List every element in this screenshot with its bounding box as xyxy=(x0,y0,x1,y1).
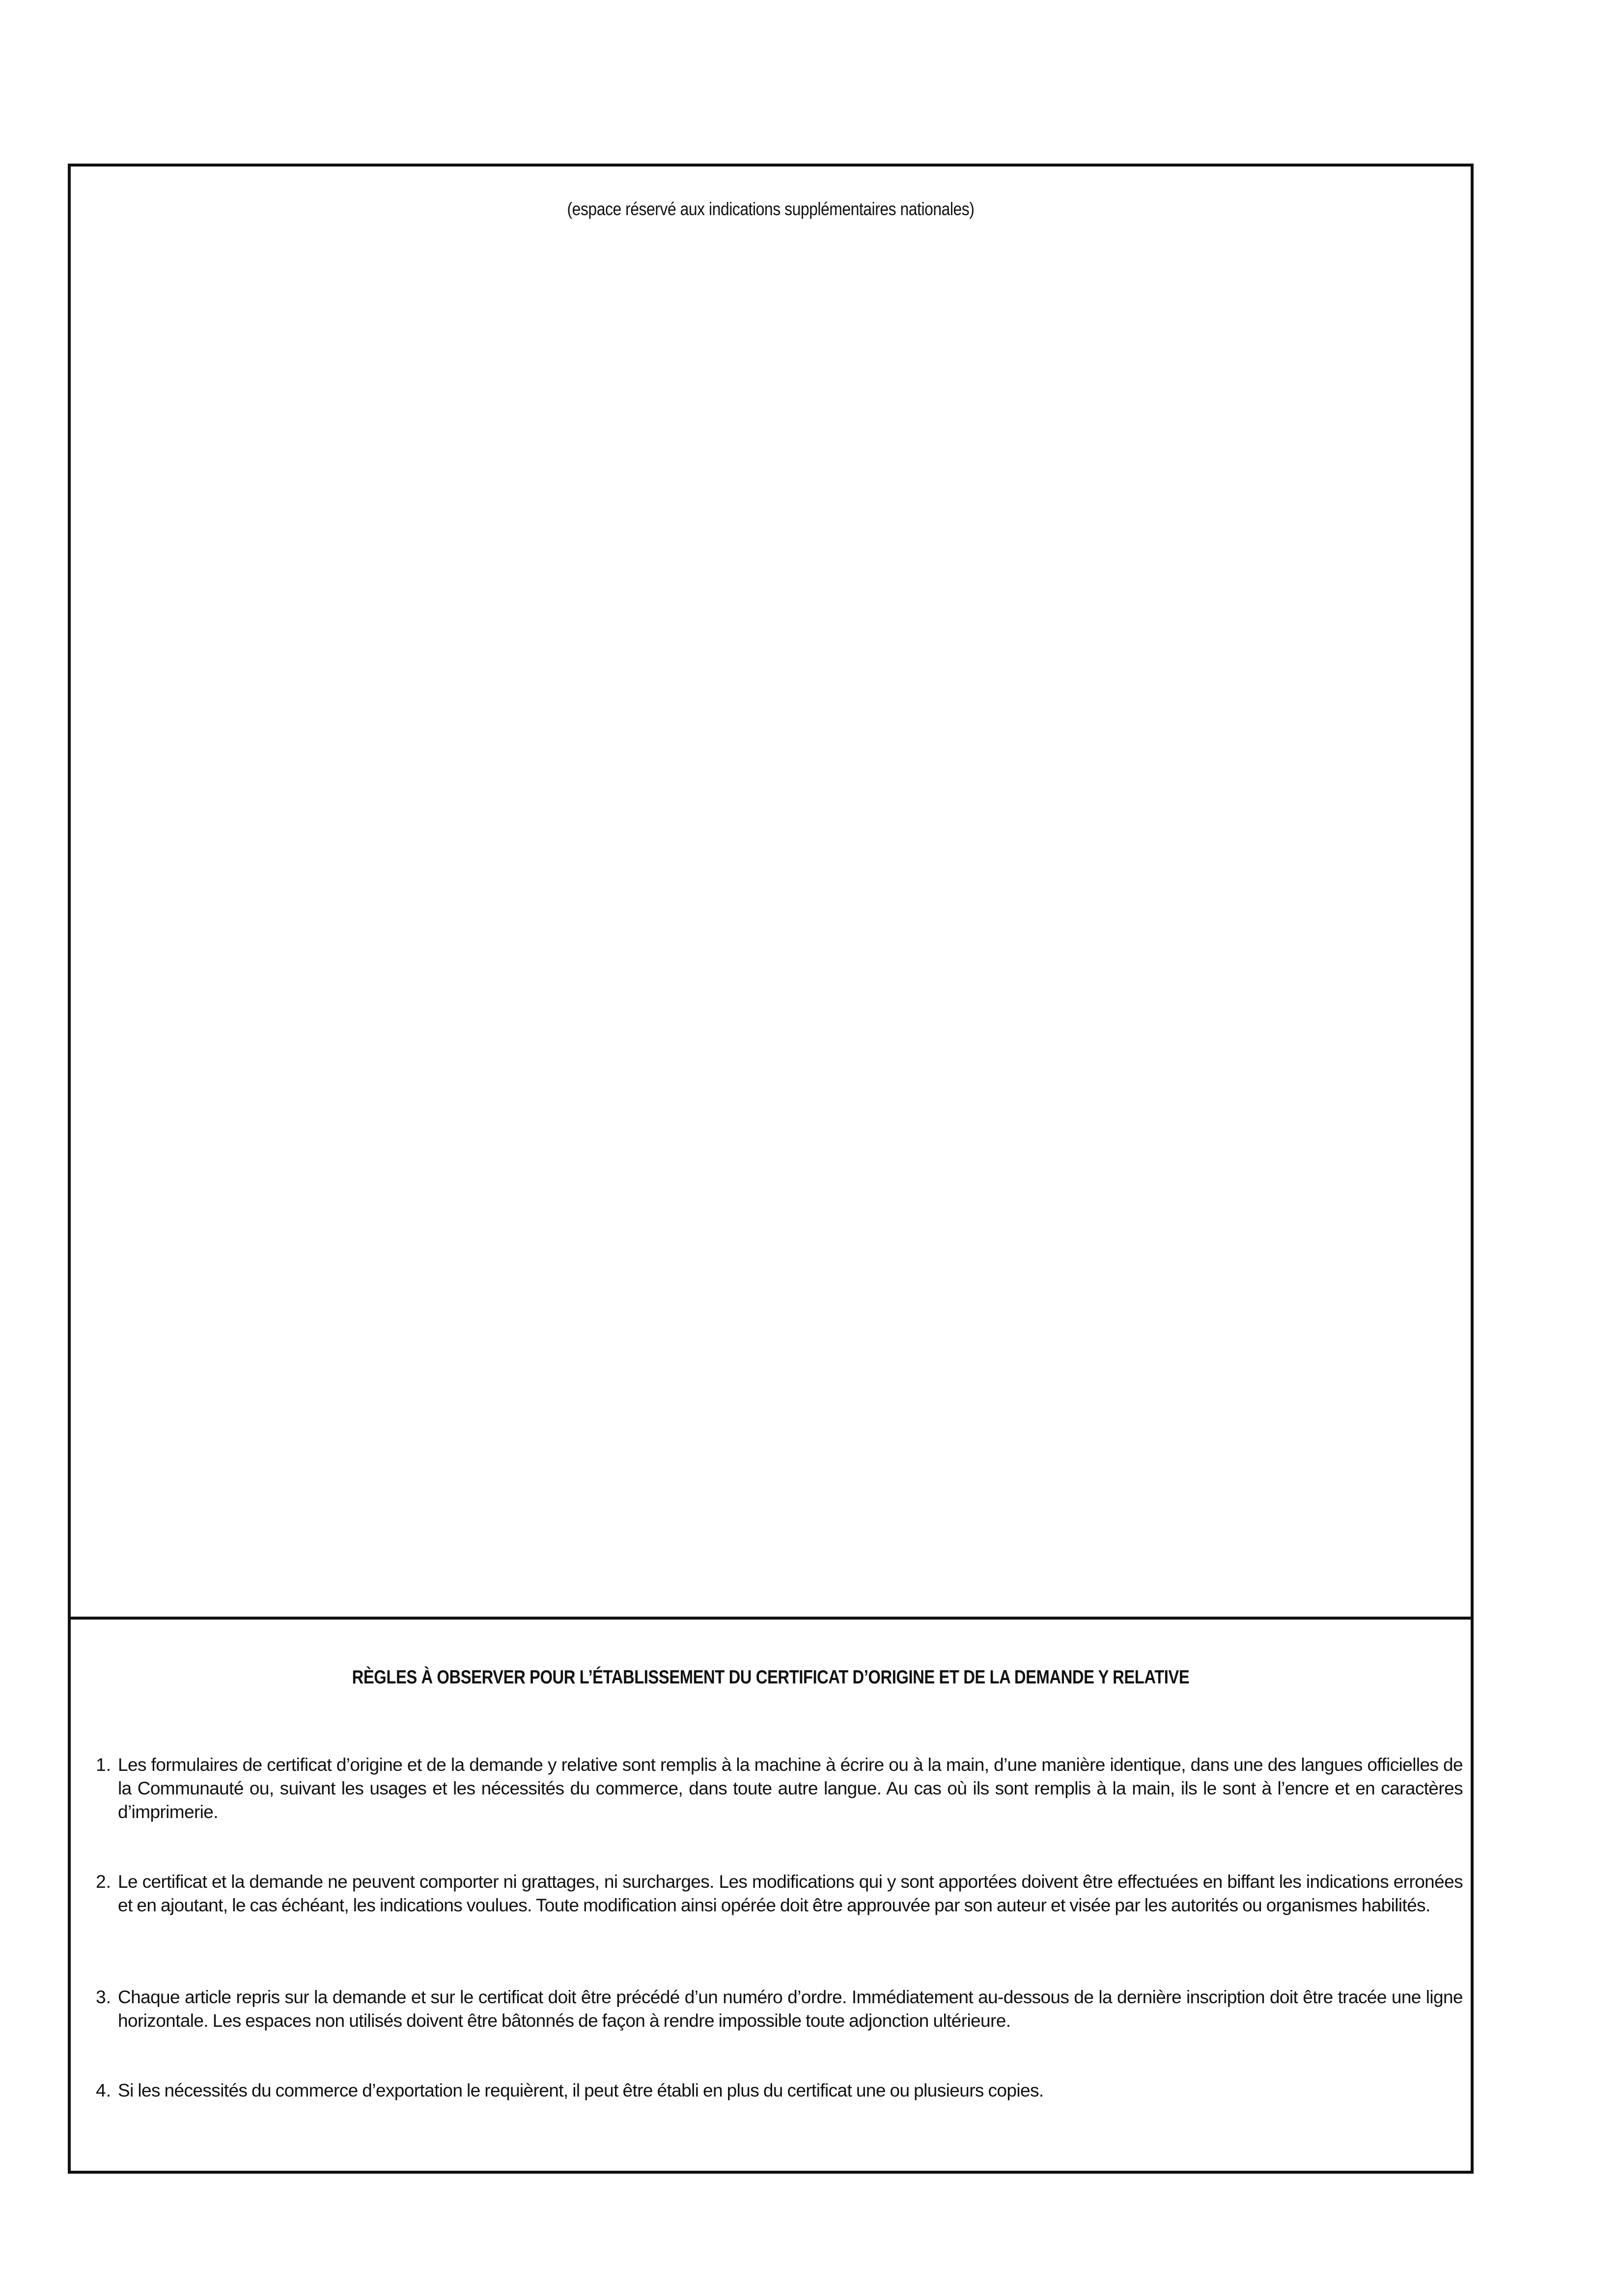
rules-section xyxy=(71,1620,1471,2171)
form-frame xyxy=(68,164,1474,2174)
rule-item xyxy=(86,1753,1463,1824)
rule-text: Si les nécessités du commerce d’exportation le requièrent, il peut être établi en plus du certificat une ou plusieurs copies. xyxy=(118,2080,1044,2100)
rule-item xyxy=(86,2079,1463,2102)
rule-text: Les formulaires de certificat d’origine et de la demande y relative sont remplis à la machine à écrire ou à la main, d’une manière identique, dans une des langues officielles de la Communauté ou, suivant les usages et les nécessités du commerce, dans toute autre langue. Au cas où ils sont remplis à la main, ils le sont à l’encre et en caractères d’imprimerie. xyxy=(118,1755,1463,1822)
rule-item xyxy=(86,1986,1463,2033)
rule-text: Le certificat et la demande ne peuvent comporter ni grattages, ni surcharges. Les modifications qui y sont apportées doivent être effectuées en biffant les indications erronées et en ajoutant, le cas échéant, les indications voulues. Toute modification ainsi opérée doit être approuvée par son auteur et visée par les autorités ou organismes habilités. xyxy=(118,1872,1463,1915)
national-indications-box xyxy=(71,167,1471,1620)
national-indications-caption: (espace réservé aux indications supplémentaires nationales) xyxy=(567,199,975,219)
rule-number: 4. xyxy=(96,2080,111,2100)
rule-number: 1. xyxy=(96,1755,111,1775)
rule-text: Chaque article repris sur la demande et sur le certificat doit être précédé d’un numéro d’ordre. Immédiatement au-dessous de la dernière inscription doit être tracée une ligne horizontale. Les espaces non utilisés doivent être bâtonnés de façon à rendre impossible toute adjonction ultérieure. xyxy=(118,1987,1463,2031)
rule-number: 3. xyxy=(96,1987,111,2007)
rule-number: 2. xyxy=(96,1872,111,1892)
rules-heading: RÈGLES À OBSERVER POUR L’ÉTABLISSEMENT DU CERTIFICAT D’ORIGINE ET DE LA DEMANDE Y RELATIVE xyxy=(352,1667,1190,1688)
rule-item xyxy=(86,1870,1463,1917)
